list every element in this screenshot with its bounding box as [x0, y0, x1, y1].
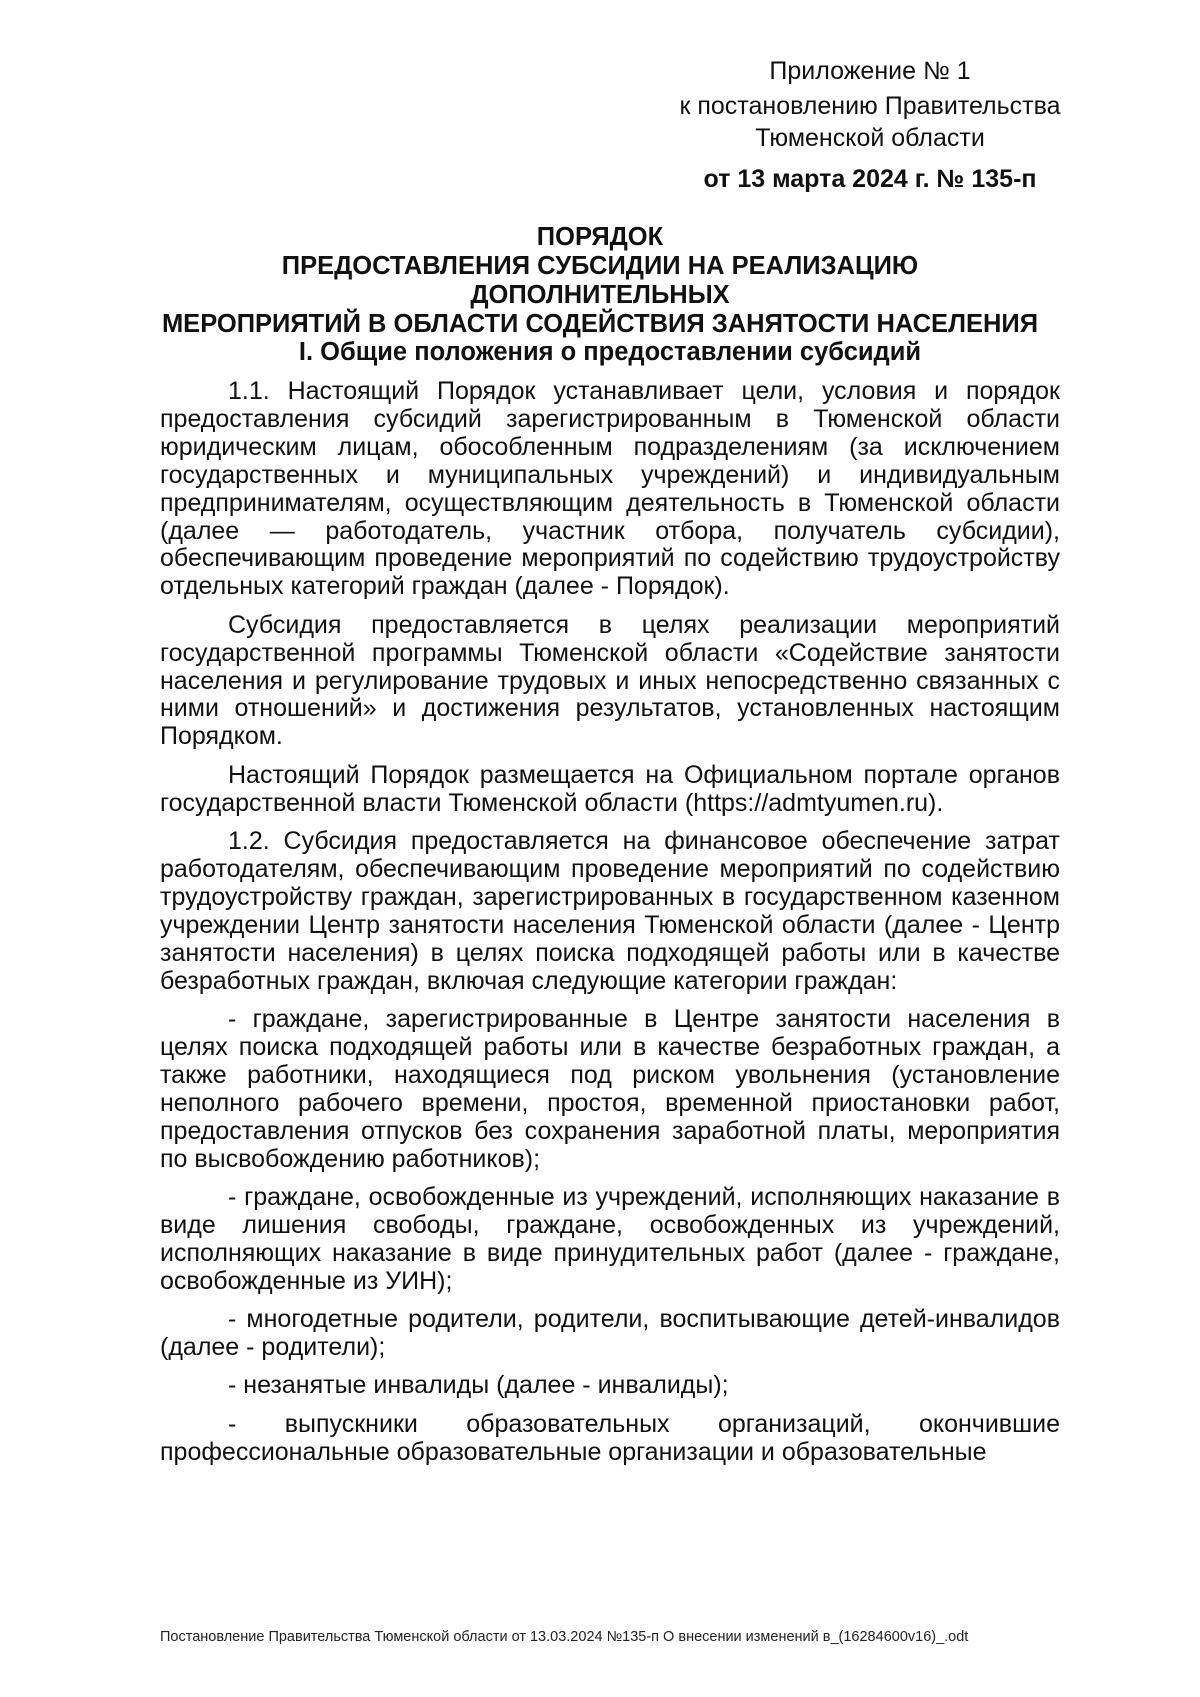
document-body	[160, 378, 1060, 1467]
annex-region: Тюменской области	[755, 124, 985, 152]
title-line-2: ПРЕДОСТАВЛЕНИЯ СУБСИДИИ НА РЕАЛИЗАЦИЮ ДОПОЛНИТЕЛЬНЫХ	[281, 252, 919, 309]
title-line-3: МЕРОПРИЯТИЙ В ОБЛАСТИ СОДЕЙСТВИЯ ЗАНЯТОСТИ НАСЕЛЕНИЯ	[161, 310, 1039, 338]
paragraph-1-1: 1.1. Настоящий Порядок устанавливает цели, условия и порядок предоставления субсидий зарегистрированным в Тюменской области юридическим лицам, обособленным подразделениям (за исключением государственных и муниципальных учреждений) и индивидуальным предпринимателям, осуществляющим деятельность в Тюменской области (далее — работодатель, участник отбора, получатель субсидии), обеспечивающим проведение мероприятий по содействию трудоустройству отдельных категорий граждан (далее - Порядок).	[160, 377, 1060, 601]
title-line-1: ПОРЯДОК	[536, 223, 664, 251]
annex-label: Приложение № 1	[769, 57, 971, 85]
list-item-registered-citizens: - граждане, зарегистрированные в Центре занятости населения в целях поиска подходящей работы или в качестве безработных граждан, а также работники, находящиеся под риском увольнения (установление неполного рабочего времени, простоя, временной приостановки работ, предоставления отпусков без сохранения заработной платы, мероприятия по высвобождению работников);	[160, 1005, 1060, 1173]
annex-decree-number: от 13 марта 2024 г. № 135-п	[703, 165, 1037, 193]
paragraph-subsidy-purpose: Субсидия предоставляется в целях реализации мероприятий государственной программы Тюменской области «Содействие занятости населения и регулирование трудовых и иных непосредственно связанных с ними отношений» и достижения результатов, установленных настоящим Порядком.	[160, 610, 1060, 751]
section-heading: I. Общие положения о предоставлении субсидий	[298, 338, 922, 366]
list-item-graduates: - выпускники образовательных организаций, окончившие профессиональные образовательные организации и образовательные	[160, 1409, 1060, 1466]
list-item-disabled: - незанятые инвалиды (далее - инвалиды);	[228, 1371, 729, 1400]
paragraph-1-2: 1.2. Субсидия предоставляется на финансовое обеспечение затрат работодателям, обеспечивающим проведение мероприятий по содействию трудоустройству граждан, зарегистрированных в государственном казенном учреждении Центр занятости населения Тюменской области (далее - Центр занятости населения) в целях поиска подходящей работы или в качестве безработных граждан, включая следующие категории граждан:	[160, 827, 1060, 995]
annex-reference: к постановлению Правительства	[679, 92, 1061, 120]
paragraph-publication: Настоящий Порядок размещается на Официальном портале органов государственной власти Тюменской области (https://admtyumen.ru).	[160, 760, 1060, 817]
page-footer: Постановление Правительства Тюменской области от 13.03.2024 №135-п О внесении изменений в_(16284600v16)_.odt	[160, 1629, 969, 1645]
list-item-released-citizens: - граждане, освобожденные из учреждений, исполняющих наказание в виде лишения свободы, граждане, освобожденных из учреждений, исполняющих наказание в виде принудительных работ (далее - граждане, освобожденные из УИН);	[160, 1182, 1060, 1295]
list-item-parents: - многодетные родители, родители, воспитывающие детей-инвалидов (далее - родители);	[160, 1305, 1060, 1361]
document-title	[160, 223, 1040, 339]
